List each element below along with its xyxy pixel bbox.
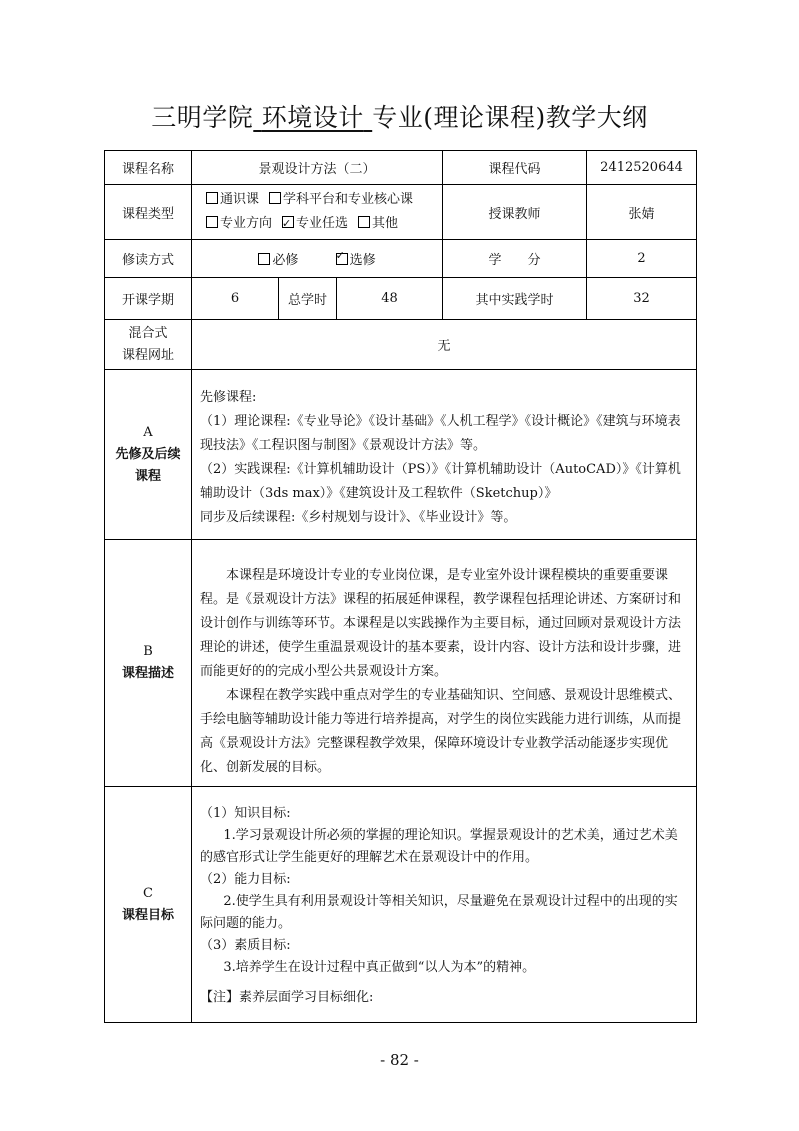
checkbox-checked-icon [336, 253, 348, 265]
study-mode-label: 修读方式 [105, 240, 192, 278]
section-a-label: A 先修及后续 课程 [105, 370, 192, 540]
option-elective[interactable]: ✓ 专业任选 [282, 216, 348, 231]
page-number: - 82 - [380, 1051, 419, 1069]
section-a-content [192, 370, 697, 540]
description-paragraph-2: 本课程在教学实践中重点对学生的专业基础知识、空间感、景观设计思维模式、手绘电脑等辅助设计能力等进行培养提高，对学生的岗位实践能力进行训练，从而提高《景观设计方法》完整课程教学效果，保障环境设计专业教学活动能逐步实现优化、创新发展的目标。 [200, 688, 682, 775]
row-course-name [105, 151, 697, 185]
course-url-value: 无 [192, 320, 697, 370]
checkbox-icon [269, 192, 281, 204]
checkbox-icon [206, 192, 218, 204]
row-term [105, 278, 697, 320]
follow-up-courses: 同步及后续课程:《乡村规划与设计》、《毕业设计》等。 [200, 510, 517, 525]
syllabus-table [104, 150, 697, 1023]
course-code-value: 2412520644 [587, 151, 697, 185]
prereq-heading: 先修课程: [200, 390, 257, 405]
page-title [0, 98, 799, 134]
option-core[interactable]: 学科平台和专业核心课 [269, 192, 413, 207]
credit-label: 学 分 [443, 240, 587, 278]
row-study-mode [105, 240, 697, 278]
term-label: 开课学期 [105, 278, 192, 320]
option-elective-mode[interactable]: ✓ 选修 [336, 253, 376, 268]
course-url-label: 混合式 课程网址 [105, 320, 192, 370]
teacher-value: 张婧 [587, 185, 697, 240]
total-hours-value: 48 [337, 278, 443, 320]
option-other[interactable]: 其他 [358, 216, 398, 231]
quality-goal-text: 3.培养学生在设计过程中真正做到“以人为本”的精神。 [223, 960, 536, 975]
row-course-type [105, 185, 697, 240]
total-hours-label: 总学时 [279, 278, 337, 320]
row-course-url [105, 320, 697, 370]
prereq-theory: （1）理论课程:《专业导论》《设计基础》《人机工程学》《设计概论》《建筑与环境表现技法》《工程识图与制图》《景观设计方法》等。 [200, 414, 681, 453]
section-a [105, 370, 697, 540]
checkbox-icon [258, 253, 270, 265]
course-type-options [192, 185, 443, 240]
study-mode-options [192, 240, 443, 278]
practice-hours-label: 其中实践学时 [443, 278, 587, 320]
section-b-content [192, 540, 697, 787]
credit-value: 2 [587, 240, 697, 278]
course-name-value: 景观设计方法（二） [192, 151, 443, 185]
title-rest: 专业(理论课程)教学大纲 [372, 103, 648, 132]
description-paragraph-1: 本课程是环境设计专业的专业岗位课，是专业室外设计课程模块的重要重要课程。是《景观设计方法》课程的拓展延伸课程，教学课程包括理论讲述、方案研讨和设计创作与训练等环节。本课程是以实践操作为主要目标，通过回顾对景观设计方法理论的讲述，使学生重温景观设计的基本要素，设计内容、设计方法和设计步骤，进而能更好的的完成小型公共景观设计方案。 [200, 568, 682, 679]
prereq-practice: （2）实践课程:《计算机辅助设计（PS）》《计算机辅助设计（AutoCAD）》《计算机辅助设计（3ds max）》《建筑设计及工程软件（Sketchup）》 [200, 462, 681, 501]
section-c-label: C 课程目标 [105, 787, 192, 1023]
course-code-label: 课程代码 [443, 151, 587, 185]
section-b-label: B 课程描述 [105, 540, 192, 787]
practice-hours-value: 32 [587, 278, 697, 320]
knowledge-goal-text: 1.学习景观设计所必须的掌握的理论知识。掌握景观设计的艺术美，通过艺术美的感官形式让学生能更好的理解艺术在景观设计中的作用。 [200, 828, 678, 865]
checkbox-icon [206, 216, 218, 228]
title-school: 三明学院 [151, 103, 254, 132]
section-b [105, 540, 697, 787]
title-major: 环境设计 [261, 103, 364, 132]
section-c [105, 787, 697, 1023]
ability-goal-text: 2.使学生具有利用景观设计等相关知识，尽量避免在景观设计过程中的出现的实际问题的能力。 [200, 894, 678, 931]
section-c-content [192, 787, 697, 1023]
checkbox-checked-icon [282, 216, 294, 228]
knowledge-goal-heading: （1）知识目标: [200, 806, 291, 821]
ability-goal-heading: （2）能力目标: [200, 872, 291, 887]
note-text: 【注】素养层面学习目标细化: [200, 990, 374, 1005]
option-required[interactable]: 必修 [258, 253, 298, 268]
option-general[interactable]: 通识课 [206, 192, 259, 207]
checkbox-icon [358, 216, 370, 228]
course-name-label: 课程名称 [105, 151, 192, 185]
teacher-label: 授课教师 [443, 185, 587, 240]
term-value: 6 [192, 278, 279, 320]
option-direction[interactable]: 专业方向 [206, 216, 272, 231]
quality-goal-heading: （3）素质目标: [200, 938, 291, 953]
course-type-label: 课程类型 [105, 185, 192, 240]
